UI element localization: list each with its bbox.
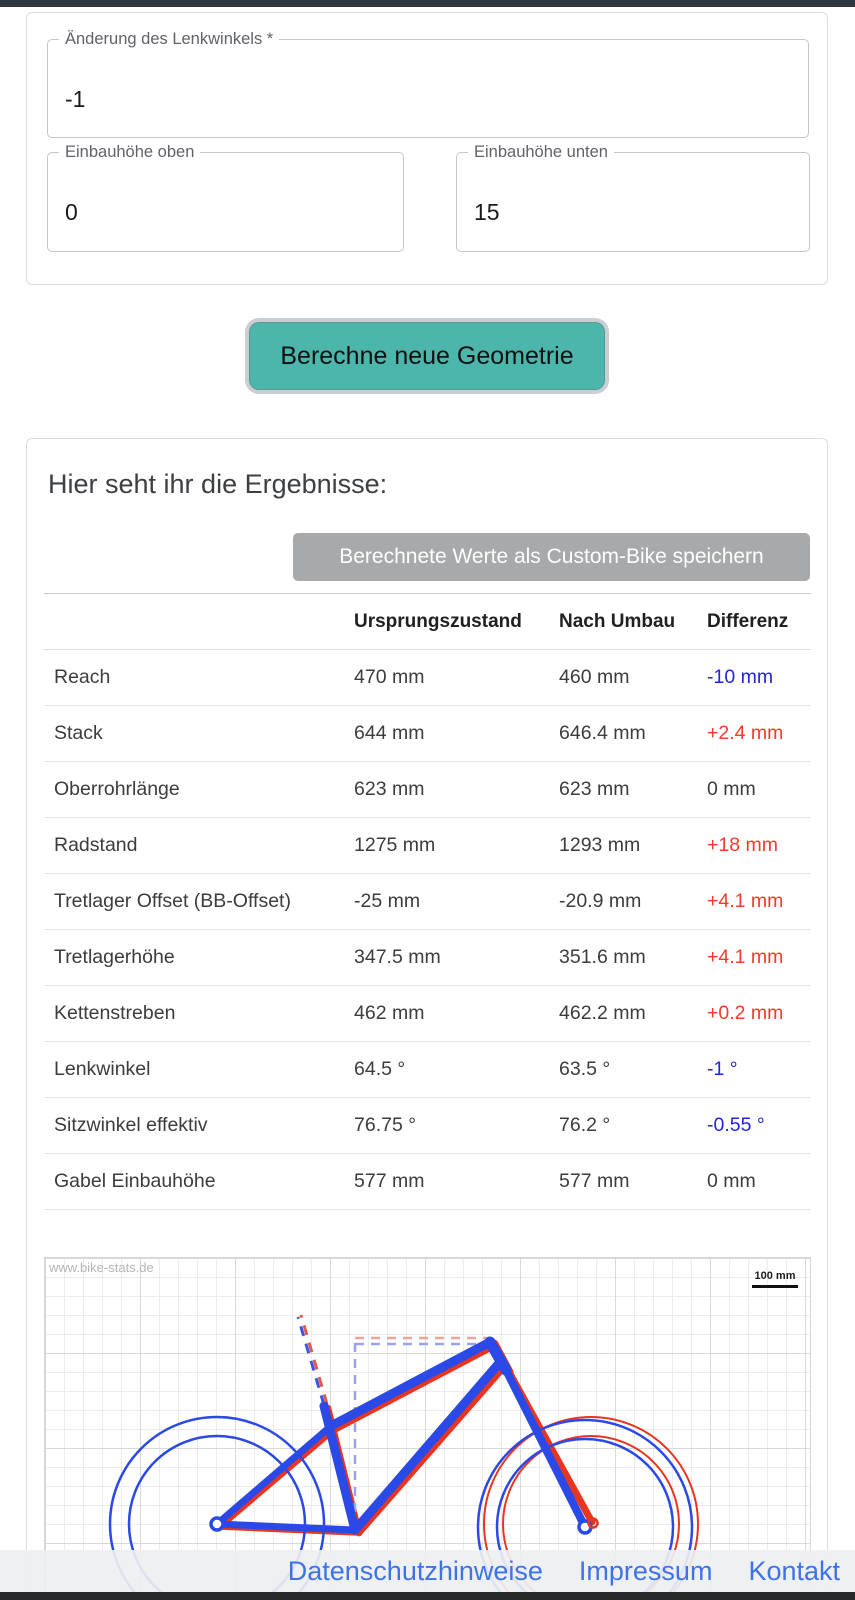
table-row <box>44 818 811 874</box>
bike-drawing <box>45 1258 812 1600</box>
table-header <box>44 594 811 650</box>
original-value: 76.75 ° <box>344 1098 549 1154</box>
column-header: Ursprungszustand <box>344 594 549 650</box>
row-label: Sitzwinkel effektiv <box>44 1098 344 1154</box>
diff-value: +18 mm <box>697 818 811 874</box>
results-heading: Hier seht ihr die Ergebnisse: <box>48 469 388 499</box>
table-row <box>44 1042 811 1098</box>
einbauhoehe-unten-label: Einbauhöhe unten <box>468 143 614 162</box>
original-value: 644 mm <box>344 706 549 762</box>
diff-value: +2.4 mm <box>697 706 811 762</box>
metric-column-header <box>44 594 344 650</box>
table-row <box>44 650 811 706</box>
table-row <box>44 930 811 986</box>
after-value: 1293 mm <box>549 818 697 874</box>
row-label: Stack <box>44 706 344 762</box>
column-header: Nach Umbau <box>549 594 697 650</box>
footer-link-impressum[interactable]: Impressum <box>578 1555 713 1586</box>
table-header-row <box>44 594 811 650</box>
scale-bar <box>752 1285 798 1288</box>
calculate-geometry-button[interactable]: Berechne neue Geometrie <box>249 322 605 390</box>
lenkwinkel-change-input[interactable] <box>47 30 809 138</box>
after-value: 577 mm <box>549 1154 697 1210</box>
lenkwinkel-change-label: Änderung des Lenkwinkels * <box>59 30 279 49</box>
column-header: Differenz <box>697 594 811 650</box>
after-value: 351.6 mm <box>549 930 697 986</box>
after-value: 460 mm <box>549 650 697 706</box>
diff-value: -1 ° <box>697 1042 811 1098</box>
geometry-results-table <box>44 593 811 1210</box>
bike-geometry-diagram <box>44 1257 811 1600</box>
original-value: 347.5 mm <box>344 930 549 986</box>
geometry-input-card <box>26 12 828 285</box>
after-value: 462.2 mm <box>549 986 697 1042</box>
after-value: -20.9 mm <box>549 874 697 930</box>
table-row <box>44 986 811 1042</box>
diff-value: +4.1 mm <box>697 930 811 986</box>
results-card <box>26 438 828 1600</box>
table-row <box>44 874 811 930</box>
original-value: 623 mm <box>344 762 549 818</box>
row-label: Lenkwinkel <box>44 1042 344 1098</box>
row-label: Kettenstreben <box>44 986 344 1042</box>
einbauhoehe-unten-input[interactable] <box>456 143 810 252</box>
footer-link-datenschutz[interactable]: Datenschutzhinweise <box>287 1555 543 1586</box>
original-value: -25 mm <box>344 874 549 930</box>
original-value: 64.5 ° <box>344 1042 549 1098</box>
watermark-text: www.bike-stats.de <box>49 1260 154 1275</box>
browser-top-bar <box>0 0 855 7</box>
diff-value: -0.55 ° <box>697 1098 811 1154</box>
original-value: 470 mm <box>344 650 549 706</box>
einbauhoehe-unten-value: 15 <box>474 199 500 225</box>
table-row <box>44 762 811 818</box>
diff-value: -10 mm <box>697 650 811 706</box>
einbauhoehe-oben-label: Einbauhöhe oben <box>59 143 200 162</box>
row-label: Tretlager Offset (BB-Offset) <box>44 874 344 930</box>
original-value: 1275 mm <box>344 818 549 874</box>
after-value: 63.5 ° <box>549 1042 697 1098</box>
row-label: Oberrohrlänge <box>44 762 344 818</box>
after-value: 623 mm <box>549 762 697 818</box>
diff-value: +0.2 mm <box>697 986 811 1042</box>
row-label: Radstand <box>44 818 344 874</box>
after-value: 646.4 mm <box>549 706 697 762</box>
einbauhoehe-oben-value: 0 <box>65 199 78 225</box>
table-row <box>44 706 811 762</box>
row-label: Tretlagerhöhe <box>44 930 344 986</box>
diff-value: 0 mm <box>697 1154 811 1210</box>
diff-value: 0 mm <box>697 762 811 818</box>
footer-bar <box>0 1550 855 1592</box>
save-custom-bike-button[interactable]: Berechnete Werte als Custom-Bike speichern <box>293 533 810 581</box>
original-value: 577 mm <box>344 1154 549 1210</box>
diff-value: +4.1 mm <box>697 874 811 930</box>
table-row <box>44 1098 811 1154</box>
lenkwinkel-change-value: -1 <box>65 86 86 112</box>
browser-bottom-bar <box>0 1592 855 1600</box>
row-label: Reach <box>44 650 344 706</box>
einbauhoehe-oben-input[interactable] <box>47 143 404 252</box>
row-label: Gabel Einbauhöhe <box>44 1154 344 1210</box>
original-value: 462 mm <box>344 986 549 1042</box>
table-row <box>44 1154 811 1210</box>
rear-axle <box>211 1518 223 1530</box>
scale-label: 100 mm <box>754 1270 796 1282</box>
scale-indicator <box>752 1270 798 1288</box>
table-body <box>44 650 811 1210</box>
after-value: 76.2 ° <box>549 1098 697 1154</box>
footer-link-kontakt[interactable]: Kontakt <box>748 1555 840 1586</box>
